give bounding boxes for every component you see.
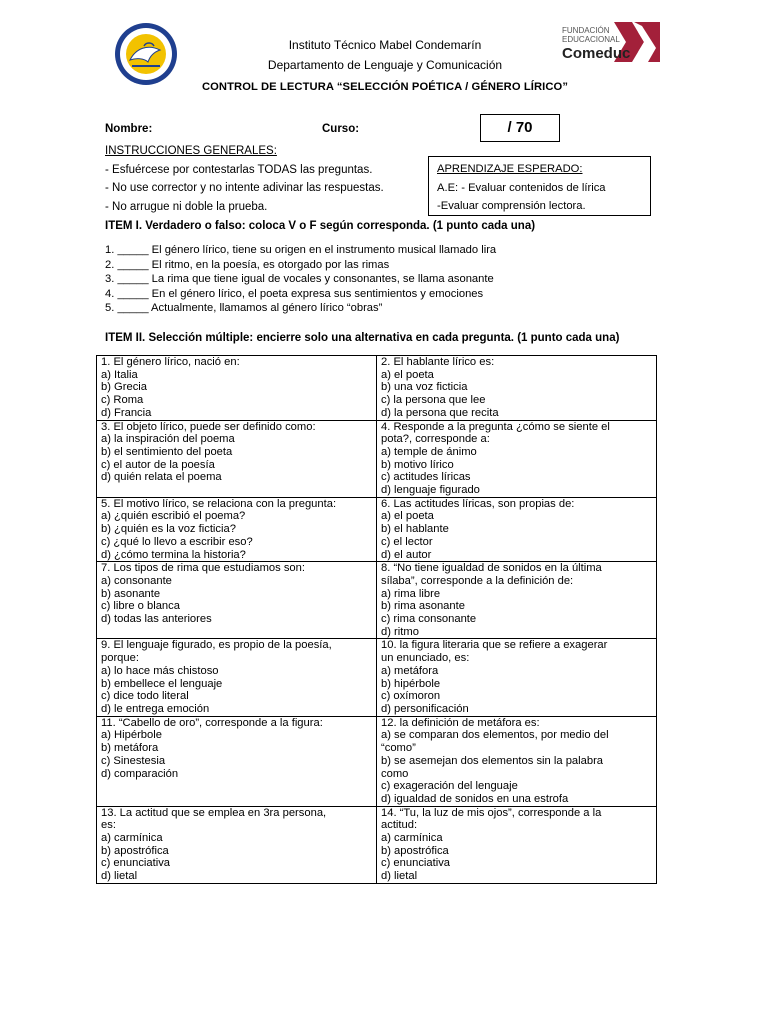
question-row (97, 497, 657, 562)
question-line: d) le entrega emoción (101, 702, 210, 715)
question-text: 2. El hablante lírico es: (381, 356, 495, 368)
true-false-list (105, 243, 496, 316)
multiple-choice-table (96, 355, 657, 884)
comeduc-wordmark: Comeduc (562, 45, 631, 62)
question-line: a) Hipérbole (101, 729, 162, 742)
question-line: d) lietal (381, 870, 418, 883)
question-text: 11. “Cabello de oro”, corresponde a la figura: (101, 716, 323, 729)
question-line: d) quién relata el poema (101, 471, 222, 484)
question-line: b) se asemejan dos elementos sin la palabra (381, 754, 604, 767)
question-row (97, 806, 657, 883)
name-label: Nombre: (105, 123, 153, 135)
expected-learning-item: -Evaluar comprensión lectora. (437, 200, 586, 212)
expected-learning-item: A.E: - Evaluar contenidos de lírica (437, 181, 606, 194)
question-line: pota?, corresponde a: (381, 433, 490, 446)
question-line: b) embellece el lenguaje (101, 677, 223, 690)
question-cell (97, 420, 377, 497)
question-text: 6. Las actitudes líricas, son propias de: (381, 497, 575, 510)
question-line: b) hipérbole (381, 677, 441, 690)
question-line: a) consonante (101, 574, 172, 587)
question-line: b) apostrófica (381, 844, 449, 857)
question-line: b) ¿quién es la voz ficticia? (101, 523, 236, 536)
question-line: c) enunciativa (381, 857, 451, 870)
question-line: b) apostrófica (101, 844, 169, 857)
question-line: a) ¿quién escribió el poema? (101, 510, 246, 523)
question-line: b) rima asonante (381, 600, 465, 613)
true-false-question: 2. _____ El ritmo, en la poesía, es otorgado por las rimas (105, 258, 390, 271)
question-cell (97, 716, 377, 806)
course-label: Curso: (322, 123, 360, 135)
instructions-heading: INSTRUCCIONES GENERALES: (105, 145, 277, 157)
question-line: c) libre o blanca (101, 600, 180, 613)
true-false-question: 3. _____ La rima que tiene igual de vocales y consonantes, se llama asonante (105, 273, 494, 286)
question-line: porque: (101, 652, 139, 665)
school-seal-logo (114, 22, 178, 86)
question-cell (97, 497, 377, 562)
question-line: d) lietal (101, 870, 138, 883)
true-false-question: 5. _____ Actualmente, llamamos al género lírico “obras” (105, 302, 383, 315)
question-text: 12. la definición de metáfora es: (381, 716, 540, 729)
question-cell (377, 716, 657, 806)
question-line: b) asonante (101, 587, 161, 600)
instruction-item: - No arrugue ni doble la prueba. (105, 201, 268, 213)
question-line: a) carmínica (381, 832, 443, 845)
question-line: a) lo hace más chistoso (101, 664, 219, 677)
item1-heading: ITEM I. Verdadero o falso: coloca V o F según corresponda. (1 punto cada una) (105, 220, 536, 232)
expected-learning-heading: APRENDIZAJE ESPERADO: (437, 163, 583, 175)
question-cell (377, 639, 657, 716)
question-line: d) Francia (101, 406, 152, 419)
question-cell (377, 806, 657, 883)
foundation-label: FUNDACIÓN (562, 26, 610, 35)
item2-heading: ITEM II. Selección múltiple: encierre solo una alternativa en cada pregunta. (1 punto cada una) (105, 332, 620, 344)
question-row (97, 420, 657, 497)
question-line: “como” (381, 742, 416, 755)
question-cell (377, 497, 657, 562)
question-text: 10. la figura literaria que se refiere a exagerar (381, 639, 608, 652)
question-line: d) ritmo (381, 625, 419, 638)
question-line: a) metáfora (381, 664, 439, 677)
question-line: actitud: (381, 819, 418, 832)
question-text: 14. “Tu, la luz de mis ojos”, corresponde a la (381, 806, 602, 819)
question-cell (377, 562, 657, 639)
question-row (97, 639, 657, 716)
question-line: es: (101, 819, 116, 832)
question-cell (97, 806, 377, 883)
question-line: c) exageración del lenguaje (381, 780, 518, 793)
question-line: sílaba”, corresponde a la definición de: (381, 574, 574, 587)
question-line: d) comparación (101, 767, 179, 780)
comeduc-logo (562, 22, 662, 72)
question-cell (97, 356, 377, 421)
department-name: Departamento de Lenguaje y Comunicación (267, 58, 503, 72)
question-text: 7. Los tipos de rima que estudiamos son: (101, 562, 305, 575)
question-line: c) actitudes líricas (381, 471, 471, 484)
question-line: c) enunciativa (101, 857, 171, 870)
question-line: b) metáfora (101, 742, 159, 755)
question-line: c) rima consonante (381, 613, 477, 626)
score-box: / 70 (480, 114, 560, 142)
question-line: a) carmínica (101, 832, 163, 845)
question-line: a) temple de ánimo (381, 445, 477, 458)
question-line: d) personificación (381, 702, 469, 715)
question-cell (97, 639, 377, 716)
question-line: d) lenguaje figurado (381, 484, 480, 497)
question-line: d) el autor (381, 548, 432, 561)
question-line: d) igualdad de sonidos en una estrofa (381, 792, 569, 805)
question-line: b) motivo lírico (381, 458, 454, 471)
question-text: 5. El motivo lírico, se relaciona con la pregunta: (101, 497, 337, 510)
question-line: b) Grecia (101, 381, 148, 394)
question-line: a) rima libre (381, 587, 441, 600)
question-line: c) ¿qué lo llevo a escribir eso? (101, 535, 253, 548)
instruction-item: - Esfuércese por contestarlas TODAS las preguntas. (105, 164, 373, 176)
question-line: c) el lector (381, 535, 433, 548)
true-false-question: 4. _____ En el género lírico, el poeta expresa sus sentimientos y emociones (105, 287, 484, 300)
school-name: Instituto Técnico Mabel Condemarín (288, 38, 482, 52)
question-line: a) Italia (101, 368, 138, 381)
question-line: un enunciado, es: (381, 652, 470, 665)
question-line: a) la inspiración del poema (101, 433, 235, 446)
question-line: c) Roma (101, 394, 144, 407)
question-line: d) la persona que recita (381, 406, 499, 419)
question-text: 8. “No tiene igualdad de sonidos en la última (381, 562, 602, 575)
question-text: 4. Responde a la pregunta ¿cómo se siente el (381, 420, 610, 433)
question-line: b) el sentimiento del poeta (101, 445, 233, 458)
question-text: 1. El género lírico, nació en: (101, 356, 240, 368)
question-line: como (381, 767, 409, 780)
question-cell (377, 420, 657, 497)
question-cell (377, 356, 657, 421)
question-line: a) se comparan dos elementos, por medio del (381, 729, 609, 742)
instruction-item: - No use corrector y no intente adivinar las respuestas. (105, 182, 384, 194)
question-line: c) el autor de la poesía (101, 458, 215, 471)
question-line: c) la persona que lee (381, 394, 486, 407)
question-line: a) el poeta (381, 510, 434, 523)
question-line: c) dice todo literal (101, 690, 189, 703)
question-line: b) una voz ficticia (381, 381, 468, 394)
question-text: 9. El lenguaje figurado, es propio de la poesía, (101, 639, 332, 652)
question-line: d) ¿cómo termina la historia? (101, 548, 246, 561)
question-line: c) Sinestesia (101, 754, 166, 767)
question-line: d) todas las anteriores (101, 613, 212, 626)
question-line: c) oxímoron (381, 690, 441, 703)
question-row (97, 716, 657, 806)
expected-learning-box (428, 156, 651, 216)
true-false-question: 1. _____ El género lírico, tiene su origen en el instrumento musical llamado lira (105, 244, 497, 256)
question-row (97, 356, 657, 421)
question-row (97, 562, 657, 639)
question-cell (97, 562, 377, 639)
document-title: CONTROL DE LECTURA “SELECCIÓN POÉTICA / GÉNERO LÍRICO” (201, 81, 569, 93)
question-line: b) el hablante (381, 523, 449, 536)
question-text: 3. El objeto lírico, puede ser definido como: (101, 420, 316, 433)
question-text: 13. La actitud que se emplea en 3ra persona, (101, 806, 327, 819)
question-line: a) el poeta (381, 368, 434, 381)
educational-label: EDUCACIONAL (562, 35, 620, 44)
